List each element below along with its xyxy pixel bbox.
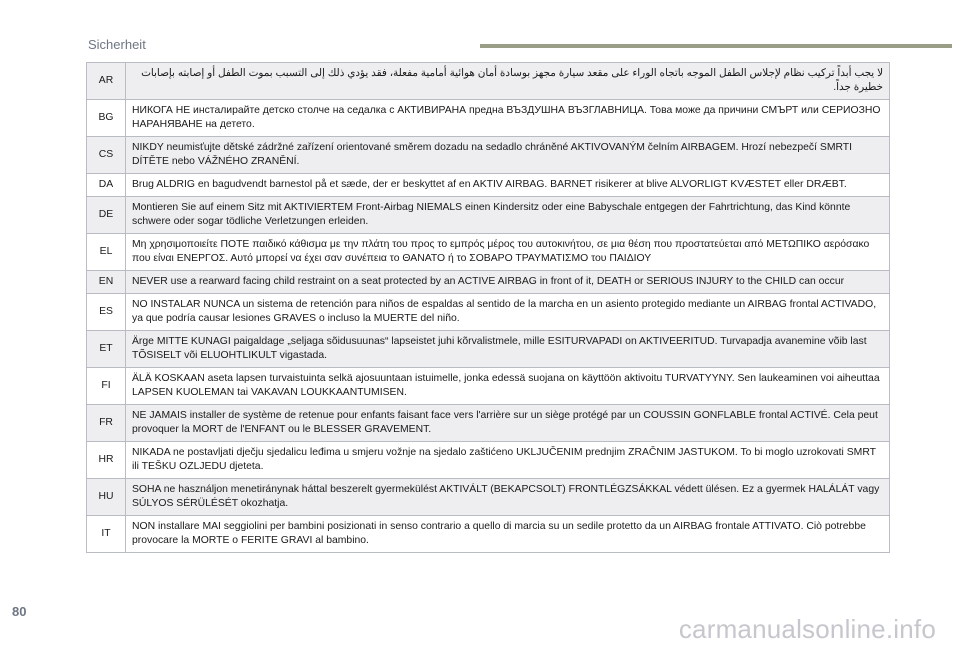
language-code: ES bbox=[87, 294, 126, 331]
warning-text: NO INSTALAR NUNCA un sistema de retención para niños de espaldas al sentido de la marcha en un asiento protegido mediante un AIRBAG frontal ACTIVADO, ya que podría causar lesiones GRAVES o incluso la MUERTE del niño. bbox=[126, 294, 890, 331]
table-row bbox=[87, 197, 890, 234]
warning-text: Μη χρησιμοποιείτε ΠΟΤΕ παιδικό κάθισμα με την πλάτη του προς το εμπρός μέρος του αυτοκινήτου, σε μια θέση που προστατεύεται από ΜΕΤΩΠΙΚΟ αερόσακο που είναι ΕΝΕΡΓΟΣ. Αυτό μπορεί να έχει σαν συνέπεια το ΘΑΝΑΤΟ ή το ΣΟΒΑΡΟ ΤΡΑΥΜΑΤΙΣΜΟ του ΠΑΙΔΙΟΥ bbox=[126, 234, 890, 271]
table-row bbox=[87, 63, 890, 100]
warning-text: SOHA ne használjon menetiránynak háttal beszerelt gyermekülést AKTIVÁLT (BEKAPCSOLT) FRONTLÉGZSÁKKAL védett ülésen. Ez a gyermek HALÁLÁT vagy SÚLYOS SÉRÜLÉSÉT okozhatja. bbox=[126, 479, 890, 516]
table-row bbox=[87, 234, 890, 271]
language-code: EN bbox=[87, 271, 126, 294]
language-code: DA bbox=[87, 174, 126, 197]
warning-text: Ärge MITTE KUNAGI paigaldage „seljaga sõidusuunas“ lapseistet juhi kõrvalistmele, mille ESITURVAPADI on AKTIVEERITUD. Turvapadja avanemine võib last TÕSISELT või ELUOHTLIKULT vigastada. bbox=[126, 331, 890, 368]
language-code: IT bbox=[87, 516, 126, 553]
language-code: FR bbox=[87, 405, 126, 442]
table-row bbox=[87, 368, 890, 405]
warning-text: NE JAMAIS installer de système de retenue pour enfants faisant face vers l'arrière sur un siège protégé par un COUSSIN GONFLABLE frontal ACTIVÉ. Cela peut provoquer la MORT de l'ENFANT ou le BLESSER GRAVEMENT. bbox=[126, 405, 890, 442]
warning-text: NON installare MAI seggiolini per bambini posizionati in senso contrario a quello di marcia su un sedile protetto da un AIRBAG frontale ATTIVATO. Ciò potrebbe provocare la MORTE o FERITE GRAVI al bambino. bbox=[126, 516, 890, 553]
warning-text: لا يجب أبداً تركيب نظام لإجلاس الطفل الموجه باتجاه الوراء على مقعد سيارة مجهز بوسادة أمان هوائية أمامية مفعلة، فقد يؤدي ذلك إلى التسبب بموت الطفل أو إصابته بإصابات خطيرة جداً. bbox=[126, 63, 890, 100]
table-row bbox=[87, 442, 890, 479]
language-code: AR bbox=[87, 63, 126, 100]
page-number: 80 bbox=[12, 604, 27, 619]
header-title: Sicherheit bbox=[88, 37, 146, 52]
table-row bbox=[87, 271, 890, 294]
table-row bbox=[87, 294, 890, 331]
warning-text: НИКОГА НЕ инсталирайте детско столче на седалка с АКТИВИРАНА предна ВЪЗДУШНА ВЪЗГЛАВНИЦА. Това може да причини СМЪРТ или СЕРИОЗНО НАРАНЯВАНЕ на детето. bbox=[126, 100, 890, 137]
airbag-warning-table bbox=[86, 62, 890, 553]
warning-text: ÄLÄ KOSKAAN aseta lapsen turvaistuinta selkä ajosuuntaan istuimelle, jonka edessä suojana on käyttöön aktivoitu TURVATYYNY. Sen laukeaminen voi aiheuttaa LAPSEN KUOLEMAN tai VAKAVAN LOUKKAANTUMISEN. bbox=[126, 368, 890, 405]
warning-text: NEVER use a rearward facing child restraint on a seat protected by an ACTIVE AIRBAG in front of it, DEATH or SERIOUS INJURY to the CHILD can occur bbox=[126, 271, 890, 294]
language-code: HU bbox=[87, 479, 126, 516]
language-code: HR bbox=[87, 442, 126, 479]
table-row bbox=[87, 174, 890, 197]
table-row bbox=[87, 405, 890, 442]
language-code: BG bbox=[87, 100, 126, 137]
language-code: DE bbox=[87, 197, 126, 234]
language-code: CS bbox=[87, 137, 126, 174]
warning-text: Montieren Sie auf einem Sitz mit AKTIVIERTEM Front-Airbag NIEMALS einen Kindersitz oder eine Babyschale entgegen der Fahrtrichtung, das Kind könnte schwere oder sogar tödliche Verletzungen erleiden. bbox=[126, 197, 890, 234]
table-row bbox=[87, 100, 890, 137]
language-code: ET bbox=[87, 331, 126, 368]
header-rule bbox=[480, 44, 952, 48]
warning-text: Brug ALDRIG en bagudvendt barnestol på et sæde, der er beskyttet af en AKTIV AIRBAG. BARNET risikerer at blive ALVORLIGT KVÆSTET eller DRÆBT. bbox=[126, 174, 890, 197]
language-code: FI bbox=[87, 368, 126, 405]
warning-text: NIKDY neumisťujte dětské zádržné zařízení orientované směrem dozadu na sedadlo chráněné AKTIVOVANÝM čelním AIRBAGEM. Hrozí nebezpečí SMRTI DÍTĚTE nebo VÁŽNÉHO ZRANĚNÍ. bbox=[126, 137, 890, 174]
warning-text: NIKADA ne postavljati dječju sjedalicu leđima u smjeru vožnje na sjedalo zaštićeno UKLJUČENIM prednjim ZRAČNIM JASTUKOM. To bi moglo uzrokovati SMRT ili TEŠKU OZLJEDU djeteta. bbox=[126, 442, 890, 479]
watermark: carmanualsonline.info bbox=[678, 614, 936, 644]
language-code: EL bbox=[87, 234, 126, 271]
table-row bbox=[87, 479, 890, 516]
table-row bbox=[87, 137, 890, 174]
table-row bbox=[87, 516, 890, 553]
table-row bbox=[87, 331, 890, 368]
